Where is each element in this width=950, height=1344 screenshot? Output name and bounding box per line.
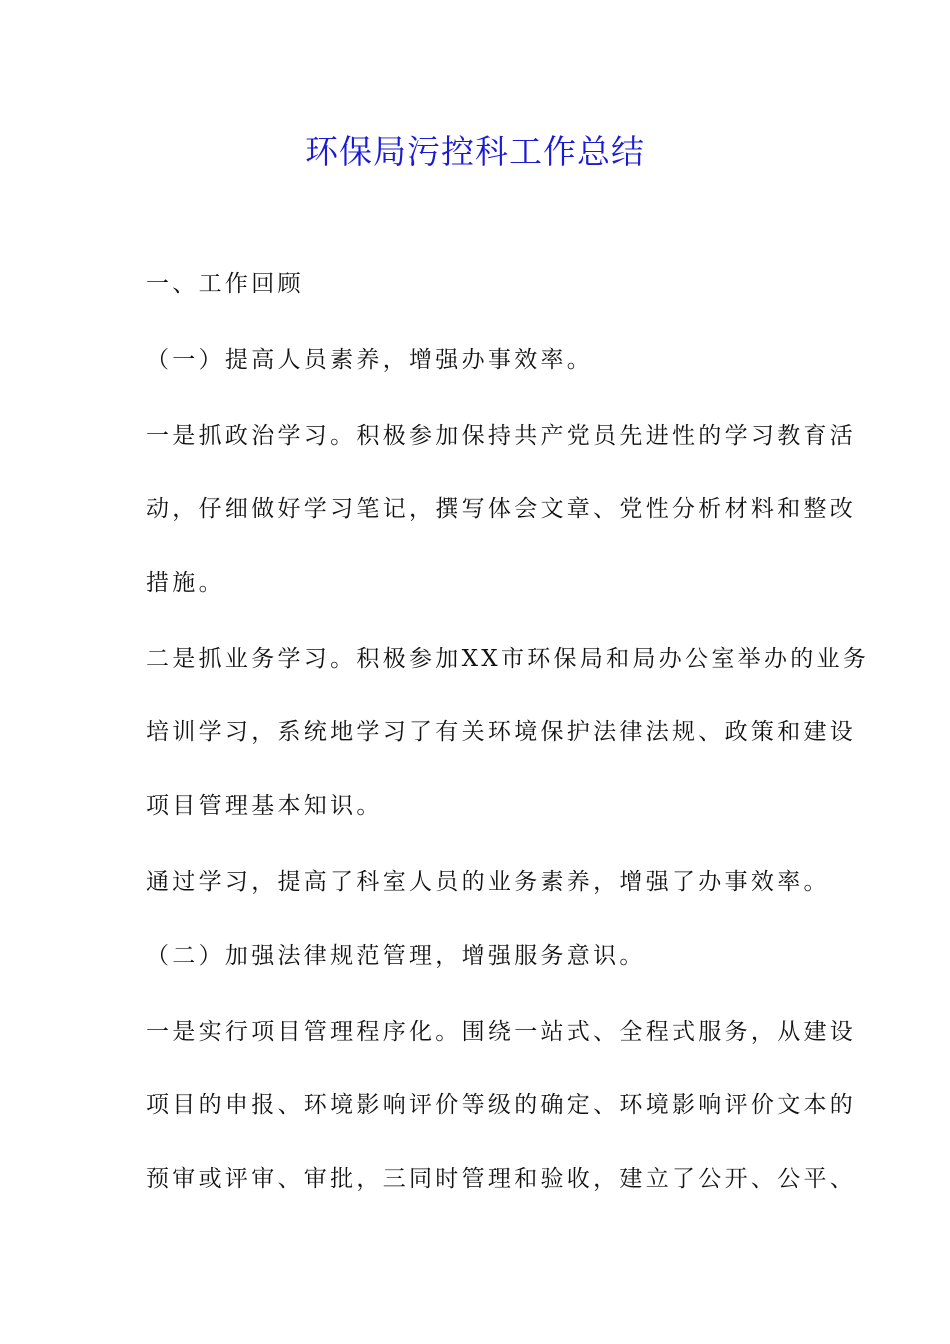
paragraph-line: 一是抓政治学习。积极参加保持共产党员先进性的学习教育活: [146, 423, 857, 449]
paragraph-line: 措施。: [146, 570, 225, 596]
paragraph-line: 一是实行项目管理程序化。围绕一站式、全程式服务，从建设: [146, 1019, 857, 1045]
paragraph-line: 动，仔细做好学习笔记，撰写体会文章、党性分析材料和整改: [146, 496, 857, 522]
subsection-heading-1: （一）提高人员素养，增强办事效率。: [146, 347, 594, 373]
subsection-heading-2: （二）加强法律规范管理，增强服务意识。: [146, 943, 646, 969]
paragraph-line: 通过学习，提高了科室人员的业务素养，增强了办事效率。: [146, 869, 830, 895]
paragraph-line: 项目的申报、环境影响评价等级的确定、环境影响评价文本的: [146, 1092, 857, 1118]
section-heading-review: 一、工作回顾: [146, 271, 304, 297]
paragraph-line: 预审或评审、审批，三同时管理和验收，建立了公开、公平、: [146, 1166, 857, 1192]
paragraph-line: 二是抓业务学习。积极参加XX市环保局和局办公室举办的业务: [146, 646, 870, 672]
paragraph-line: 项目管理基本知识。: [146, 793, 383, 819]
paragraph-line: 培训学习，系统地学习了有关环境保护法律法规、政策和建设: [146, 719, 857, 745]
document-title: 环保局污控科工作总结: [305, 132, 645, 171]
